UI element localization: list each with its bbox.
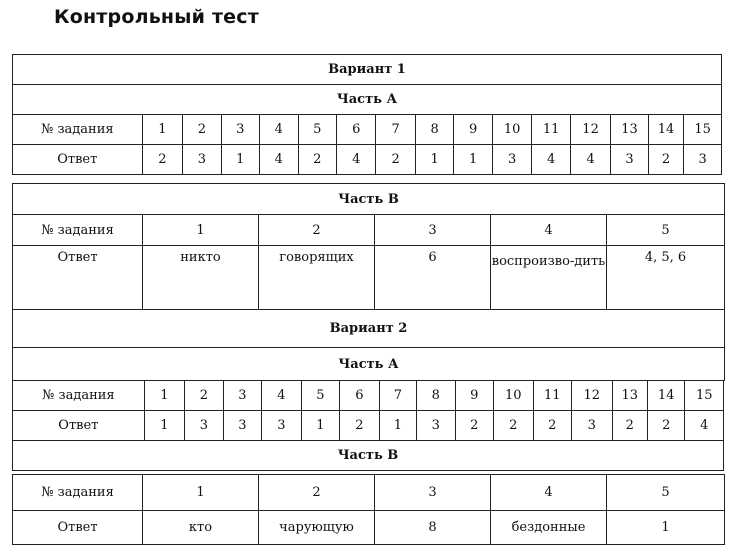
answer-cell: 3	[684, 145, 722, 175]
answer-cell: 3	[183, 145, 221, 175]
answer-label: Ответ	[13, 511, 143, 545]
answer-cell: 3	[185, 411, 223, 441]
answer-label: Ответ	[13, 246, 143, 310]
variant2-part-b-task-row	[13, 475, 725, 511]
answer-cell: 6	[375, 246, 491, 310]
variant1-part-a-title: Часть А	[13, 85, 722, 115]
task-number: 12	[572, 381, 613, 411]
variant1-part-b-title: Часть В	[13, 184, 725, 215]
task-number: 1	[144, 381, 185, 411]
task-number: 8	[417, 381, 455, 411]
task-number: 4	[260, 115, 298, 145]
answer-cell: 4	[570, 145, 611, 175]
task-number: 11	[533, 381, 571, 411]
answer-cell: 8	[375, 511, 491, 545]
task-number: 7	[379, 381, 416, 411]
answer-cell: 4	[260, 145, 298, 175]
answer-cell: чарующую	[259, 511, 375, 545]
answer-cell: 3	[611, 145, 648, 175]
task-number: 1	[142, 115, 183, 145]
answer-cell: 1	[607, 511, 725, 545]
answer-cell: 1	[415, 145, 453, 175]
task-number: 3	[221, 115, 259, 145]
task-number: 1	[143, 215, 259, 246]
task-number: 1	[143, 475, 259, 511]
task-number: 2	[259, 215, 375, 246]
task-number: 6	[336, 115, 375, 145]
answer-cell: 2	[298, 145, 336, 175]
variant1-title: Вариант 1	[13, 55, 722, 85]
variant1-part-b-task-row	[13, 215, 725, 246]
task-number: 2	[259, 475, 375, 511]
answer-cell: 3	[492, 145, 531, 175]
task-label: № задания	[13, 381, 145, 411]
answer-cell: 1	[379, 411, 416, 441]
task-number: 15	[684, 115, 722, 145]
answer-cell: 3	[417, 411, 455, 441]
task-number: 7	[376, 115, 415, 145]
task-number: 4	[491, 215, 607, 246]
answer-cell: 2	[142, 145, 183, 175]
task-number: 4	[262, 381, 302, 411]
task-number: 9	[455, 381, 493, 411]
task-number: 8	[415, 115, 453, 145]
task-number: 6	[340, 381, 380, 411]
answer-cell: бездонные	[491, 511, 607, 545]
answer-cell: никто	[143, 246, 259, 310]
variant2-title: Вариант 2	[13, 310, 725, 348]
variant2-part-b-title: Часть В	[13, 441, 724, 471]
task-number: 3	[375, 215, 491, 246]
task-number: 5	[607, 475, 725, 511]
task-number: 9	[454, 115, 492, 145]
page-title: Контрольный тест	[54, 6, 259, 28]
answer-cell: 2	[376, 145, 415, 175]
variant2-table	[12, 380, 724, 471]
variant2-part-a-task-row	[13, 381, 724, 411]
answer-cell: воспроизво-дить	[491, 246, 607, 310]
answer-cell: 2	[647, 411, 684, 441]
task-label: № задания	[13, 215, 143, 246]
task-number: 14	[647, 381, 684, 411]
task-number: 3	[223, 381, 261, 411]
answer-cell: 4	[532, 145, 570, 175]
variant1-part-b-answer-row	[13, 246, 725, 310]
task-label: № задания	[13, 115, 143, 145]
task-number: 10	[492, 115, 531, 145]
variant1-part-a-task-row	[13, 115, 722, 145]
task-number: 13	[611, 115, 648, 145]
answer-cell: говорящих	[259, 246, 375, 310]
task-number: 5	[298, 115, 336, 145]
answer-cell: 1	[301, 411, 339, 441]
answer-cell: 2	[533, 411, 571, 441]
answer-cell: 2	[494, 411, 534, 441]
variant2-part-b-answer-row	[13, 511, 725, 545]
task-number: 10	[494, 381, 534, 411]
answer-cell: 4, 5, 6	[607, 246, 725, 310]
task-number: 2	[183, 115, 221, 145]
variant1-part-b-table	[12, 183, 725, 381]
answer-cell: 3	[262, 411, 302, 441]
variant2-part-a-answer-row	[13, 411, 724, 441]
answer-cell: 4	[685, 411, 724, 441]
task-number: 5	[301, 381, 339, 411]
task-number: 15	[685, 381, 724, 411]
variant1-part-a-table	[12, 54, 722, 175]
answer-cell: 2	[340, 411, 380, 441]
answer-cell: 3	[223, 411, 261, 441]
task-number: 12	[570, 115, 611, 145]
variant2-part-b-table	[12, 474, 725, 545]
task-number: 2	[185, 381, 223, 411]
answer-cell: 1	[144, 411, 185, 441]
answer-cell: 3	[572, 411, 613, 441]
task-number: 14	[648, 115, 683, 145]
answer-cell: 4	[336, 145, 375, 175]
answer-label: Ответ	[13, 411, 145, 441]
task-number: 5	[607, 215, 725, 246]
task-number: 13	[612, 381, 647, 411]
task-number: 4	[491, 475, 607, 511]
task-number: 11	[532, 115, 570, 145]
variant1-part-a-answer-row	[13, 145, 722, 175]
answer-cell: кто	[143, 511, 259, 545]
answer-cell: 2	[455, 411, 493, 441]
task-label: № задания	[13, 475, 143, 511]
task-number: 3	[375, 475, 491, 511]
answer-label: Ответ	[13, 145, 143, 175]
answer-cell: 2	[648, 145, 683, 175]
variant2-part-a-title: Часть А	[13, 348, 725, 381]
answer-cell: 2	[612, 411, 647, 441]
answer-cell: 1	[221, 145, 259, 175]
answer-cell: 1	[454, 145, 492, 175]
